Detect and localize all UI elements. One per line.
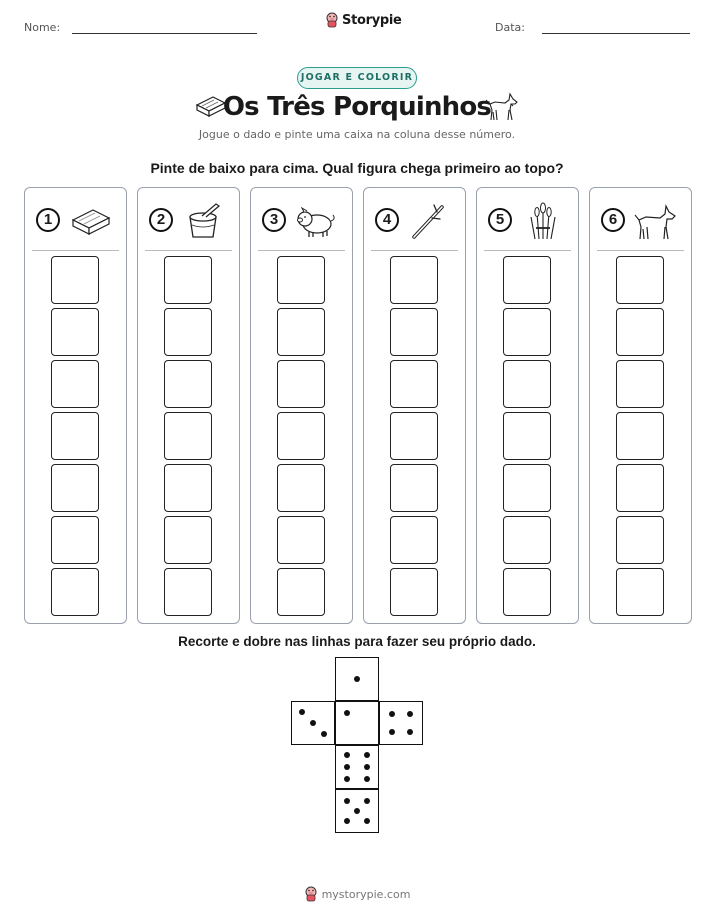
color-box[interactable] bbox=[164, 568, 212, 616]
column-divider bbox=[484, 250, 571, 251]
pip bbox=[364, 764, 370, 770]
die-face-4 bbox=[379, 701, 423, 745]
color-box[interactable] bbox=[503, 516, 551, 564]
color-box[interactable] bbox=[277, 464, 325, 512]
color-box[interactable] bbox=[616, 464, 664, 512]
color-box[interactable] bbox=[390, 360, 438, 408]
color-box[interactable] bbox=[616, 308, 664, 356]
column-4 bbox=[363, 187, 466, 624]
color-box[interactable] bbox=[503, 412, 551, 460]
color-box[interactable] bbox=[390, 256, 438, 304]
color-box[interactable] bbox=[164, 516, 212, 564]
coloring-columns bbox=[24, 187, 691, 624]
color-box[interactable] bbox=[390, 568, 438, 616]
pip bbox=[407, 729, 413, 735]
column-number: 4 bbox=[375, 208, 399, 232]
pip bbox=[364, 798, 370, 804]
instruction-text: Pinte de baixo para cima. Qual figura chega primeiro ao topo? bbox=[150, 160, 564, 176]
color-box[interactable] bbox=[51, 360, 99, 408]
color-box[interactable] bbox=[164, 308, 212, 356]
category-badge: JOGAR E COLORIR bbox=[297, 67, 417, 89]
color-box[interactable] bbox=[277, 516, 325, 564]
page-title: Os Três Porquinhos bbox=[222, 92, 492, 122]
page-subtitle: Jogue o dado e pinte uma caixa na coluna desse número. bbox=[198, 128, 516, 141]
color-box[interactable] bbox=[164, 256, 212, 304]
column-number: 1 bbox=[36, 208, 60, 232]
color-box[interactable] bbox=[503, 360, 551, 408]
color-box[interactable] bbox=[277, 412, 325, 460]
pip bbox=[344, 818, 350, 824]
column-header bbox=[25, 188, 126, 250]
die-face-1 bbox=[335, 657, 379, 701]
column-header bbox=[477, 188, 578, 250]
color-box[interactable] bbox=[503, 256, 551, 304]
pip bbox=[364, 752, 370, 758]
pip bbox=[354, 676, 360, 682]
color-box[interactable] bbox=[164, 464, 212, 512]
mortar-bucket-icon bbox=[182, 201, 226, 241]
column-number: 2 bbox=[149, 208, 173, 232]
die-face-6 bbox=[335, 745, 379, 789]
column-header bbox=[364, 188, 465, 250]
pip bbox=[344, 710, 350, 716]
column-2 bbox=[137, 187, 240, 624]
color-box[interactable] bbox=[616, 516, 664, 564]
color-box[interactable] bbox=[390, 308, 438, 356]
name-line[interactable] bbox=[72, 33, 257, 34]
color-box[interactable] bbox=[51, 308, 99, 356]
pig-mascot-icon bbox=[325, 12, 339, 28]
color-box[interactable] bbox=[277, 256, 325, 304]
pip bbox=[344, 752, 350, 758]
column-divider bbox=[597, 250, 684, 251]
color-box[interactable] bbox=[164, 412, 212, 460]
die-face-3 bbox=[291, 701, 335, 745]
header bbox=[0, 0, 714, 40]
pig-mascot-icon bbox=[304, 886, 318, 902]
color-box[interactable] bbox=[616, 360, 664, 408]
color-box[interactable] bbox=[51, 412, 99, 460]
straw-bundle-icon bbox=[521, 201, 565, 241]
footer bbox=[0, 886, 714, 902]
color-box[interactable] bbox=[616, 256, 664, 304]
column-divider bbox=[145, 250, 232, 251]
pip bbox=[344, 764, 350, 770]
color-box[interactable] bbox=[503, 308, 551, 356]
color-box[interactable] bbox=[390, 516, 438, 564]
color-box[interactable] bbox=[616, 568, 664, 616]
name-label: Nome: bbox=[24, 21, 61, 34]
pip bbox=[364, 818, 370, 824]
pig-icon bbox=[295, 201, 339, 241]
column-divider bbox=[371, 250, 458, 251]
column-number: 5 bbox=[488, 208, 512, 232]
column-number: 6 bbox=[601, 208, 625, 232]
column-divider bbox=[258, 250, 345, 251]
dice-caption: Recorte e dobre nas linhas para fazer seu próprio dado. bbox=[178, 634, 536, 649]
footer-url[interactable]: mystorypie.com bbox=[321, 887, 411, 901]
color-box[interactable] bbox=[277, 568, 325, 616]
brand-logo bbox=[325, 12, 402, 28]
wolf-icon bbox=[485, 90, 519, 122]
color-box[interactable] bbox=[390, 412, 438, 460]
die-face-1 bbox=[335, 701, 379, 745]
column-header bbox=[590, 188, 691, 250]
pip bbox=[354, 808, 360, 814]
pip bbox=[344, 798, 350, 804]
brand-name: Storypie bbox=[342, 12, 402, 28]
pip bbox=[389, 711, 395, 717]
column-6 bbox=[589, 187, 692, 624]
brick-icon bbox=[69, 201, 113, 241]
pip bbox=[389, 729, 395, 735]
column-number: 3 bbox=[262, 208, 286, 232]
pip bbox=[407, 711, 413, 717]
color-box[interactable] bbox=[503, 464, 551, 512]
wolf-icon bbox=[634, 201, 678, 241]
date-label: Data: bbox=[495, 21, 525, 34]
column-divider bbox=[32, 250, 119, 251]
color-box[interactable] bbox=[616, 412, 664, 460]
column-1 bbox=[24, 187, 127, 624]
pip bbox=[321, 731, 327, 737]
color-box[interactable] bbox=[51, 516, 99, 564]
color-box[interactable] bbox=[390, 464, 438, 512]
column-5 bbox=[476, 187, 579, 624]
date-line[interactable] bbox=[542, 33, 690, 34]
column-header bbox=[251, 188, 352, 250]
die-face-5 bbox=[335, 789, 379, 833]
color-box[interactable] bbox=[51, 464, 99, 512]
color-box[interactable] bbox=[277, 360, 325, 408]
stick-icon bbox=[408, 201, 452, 241]
pip bbox=[364, 776, 370, 782]
column-header bbox=[138, 188, 239, 250]
color-box[interactable] bbox=[164, 360, 212, 408]
color-box[interactable] bbox=[503, 568, 551, 616]
column-3 bbox=[250, 187, 353, 624]
color-box[interactable] bbox=[51, 256, 99, 304]
pip bbox=[299, 709, 305, 715]
pip bbox=[344, 776, 350, 782]
color-box[interactable] bbox=[277, 308, 325, 356]
color-box[interactable] bbox=[51, 568, 99, 616]
pip bbox=[310, 720, 316, 726]
